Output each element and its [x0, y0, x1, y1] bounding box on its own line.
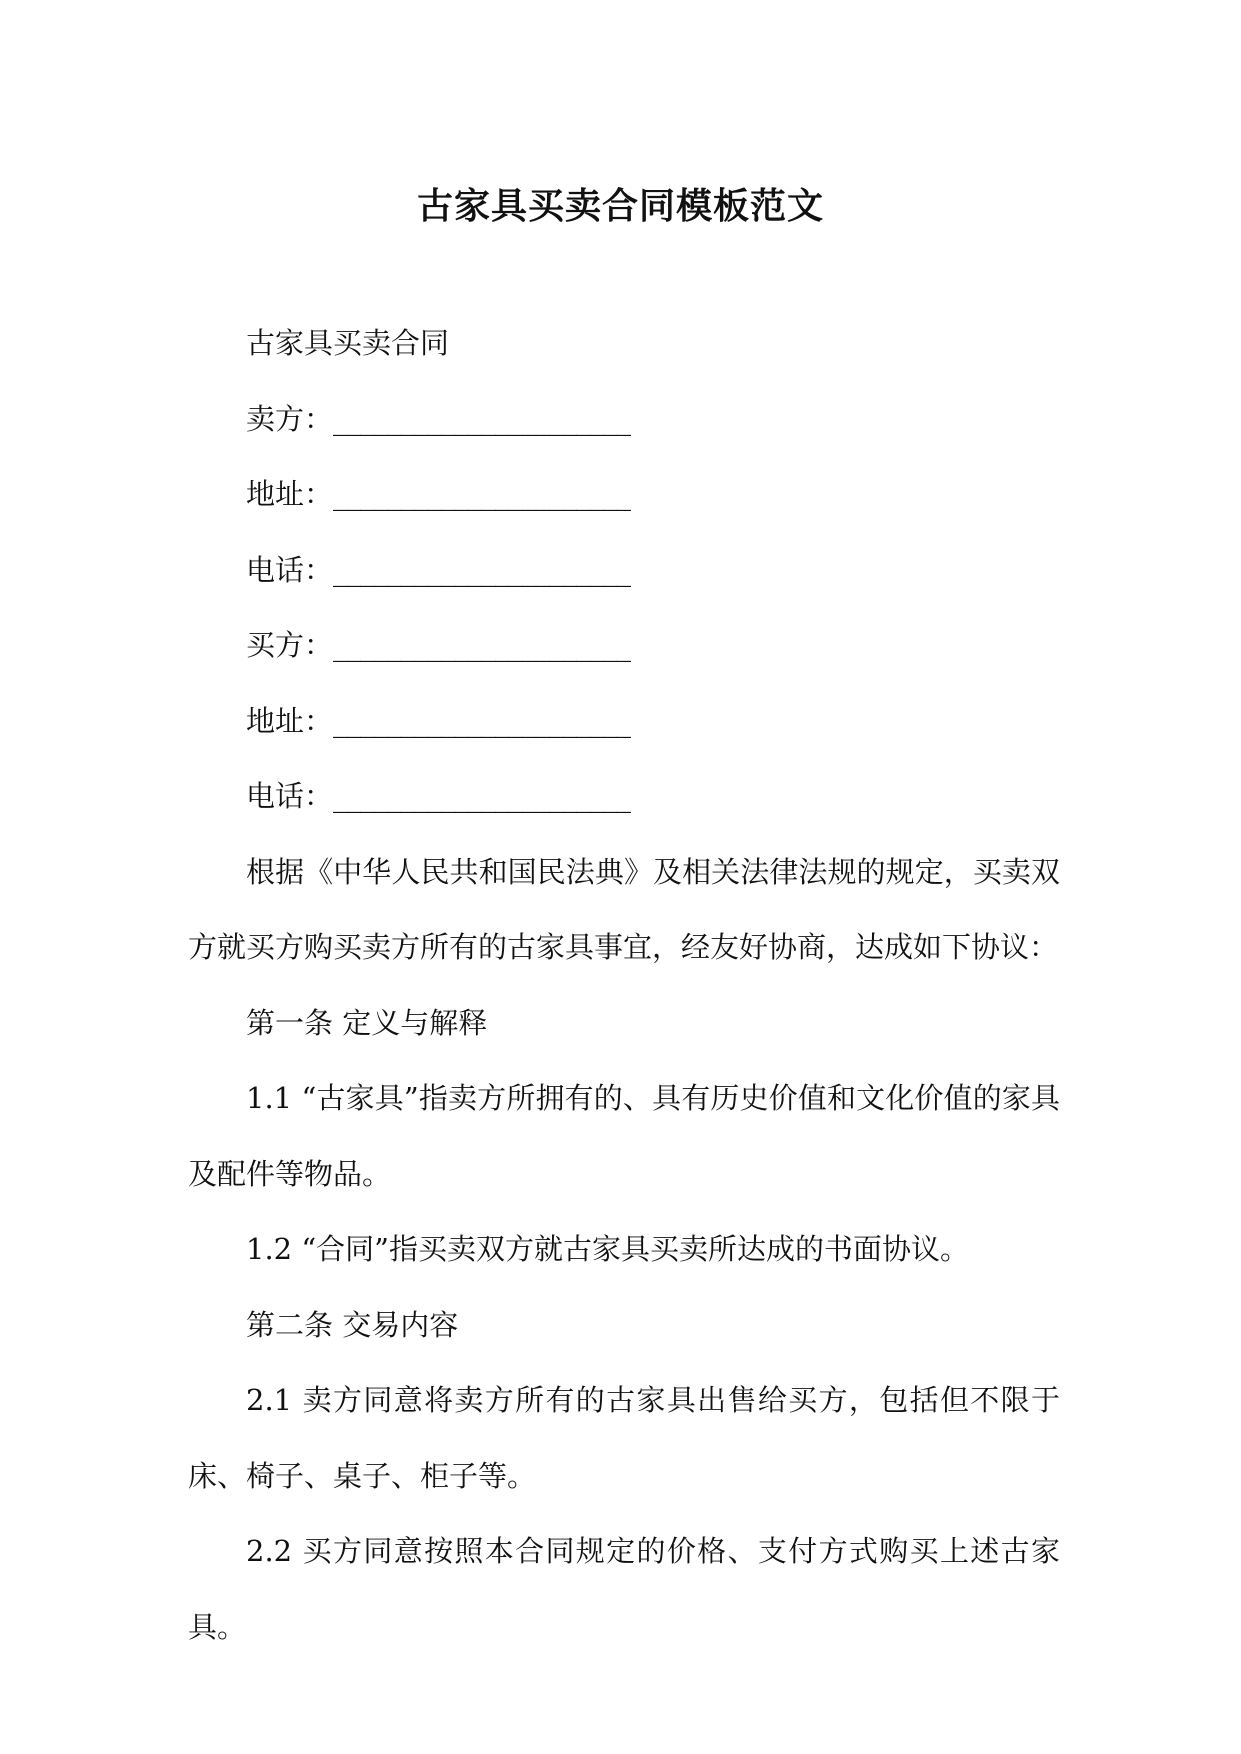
buyer-label: 买方：: [246, 628, 334, 662]
seller-phone-field: [188, 533, 1060, 609]
preamble-paragraph: 根据《中华人民共和国民法典》及相关法律法规的规定，买卖双方就买方购买卖方所有的古家具事宜，经友好协商，达成如下协议：: [188, 854, 1060, 964]
document-title: 古家具买卖合同模板范文: [416, 185, 824, 227]
article-2-heading: 第二条 交易内容: [246, 1307, 459, 1342]
clause-1-1: 1.1 “古家具”指卖方所拥有的、具有历史价值和文化价值的家具及配件等物品。: [188, 1081, 1060, 1191]
buyer-address-field: [188, 684, 1060, 760]
buyer-phone-blank: ______________________: [333, 779, 631, 813]
contract-name: 古家具买卖合同: [246, 326, 450, 360]
seller-blank: ______________________: [333, 401, 631, 436]
buyer-address-label: 地址：: [246, 703, 334, 738]
buyer-phone-label: 电话：: [246, 779, 334, 813]
seller-address-label: 地址：: [246, 477, 334, 511]
seller-phone-label: 电话：: [246, 552, 334, 587]
buyer-blank: ______________________: [333, 628, 631, 662]
document-body: [188, 306, 1060, 1665]
seller-address-blank: ______________________: [333, 477, 631, 511]
article-1-heading: 第一条 定义与解释: [246, 1005, 488, 1040]
clause-2-1: 2.1 卖方同意将卖方所有的古家具出售给买方，包括但不限于床、椅子、桌子、柜子等。: [188, 1383, 1060, 1493]
seller-phone-blank: ______________________: [333, 552, 631, 587]
seller-field: [188, 382, 1060, 458]
buyer-phone-field: [188, 759, 1060, 835]
buyer-address-blank: ______________________: [333, 703, 631, 738]
seller-label: 卖方：: [246, 401, 334, 436]
clause-2-2: 2.2 买方同意按照本合同规定的价格、支付方式购买上述古家具。: [188, 1534, 1060, 1644]
seller-address-field: [188, 457, 1060, 533]
buyer-field: [188, 608, 1060, 684]
clause-1-2: 1.2 “合同”指买卖双方就古家具买卖所达成的书面协议。: [246, 1232, 969, 1266]
